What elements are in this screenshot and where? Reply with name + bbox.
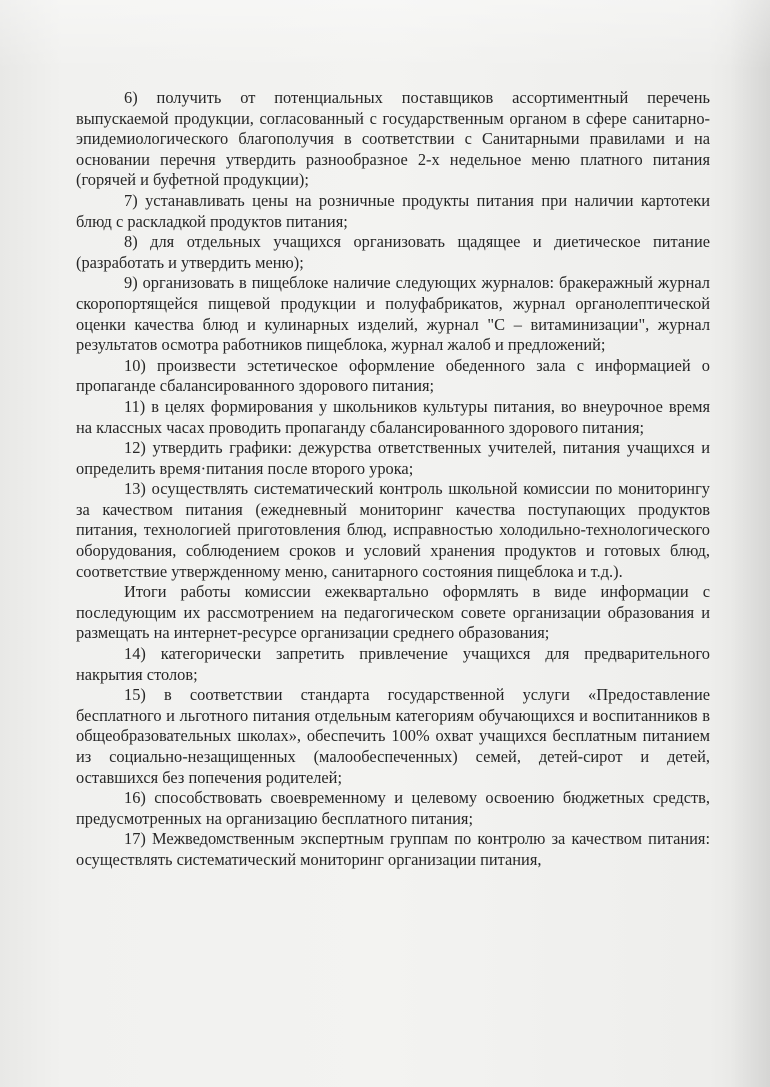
paragraph-item-6: 6) получить от потенциальных поставщиков ассортиментный перечень выпускаемой продукции, согласованный с государственным органом в сфере санитарно-эпидемиологического благополучия в соответствии с Санитарными правилами и на основании перечня утвердить разнообразное 2-х недельное меню платного питания (горячей и буфетной продукции); bbox=[76, 88, 710, 190]
paragraph-item-12: 12) утвердить графики: дежурства ответственных учителей, питания учащихся и определить время·питания после второго урока; bbox=[76, 438, 710, 478]
document-body bbox=[76, 88, 710, 871]
paragraph-item-15: 15) в соответствии стандарта государственной услуги «Предоставление бесплатного и льготного питания отдельным категориям обучающихся и воспитанников в общеобразовательных школах», обеспечить 100% охват учащихся бесплатным питанием из социально-незащищенных (малообеспеченных) семей, детей-сирот и детей, оставшихся без попечения родителей; bbox=[76, 685, 710, 787]
paragraph-item-10: 10) произвести эстетическое оформление обеденного зала с информацией о пропаганде сбалансированного здорового питания; bbox=[76, 355, 710, 396]
paragraph-item-9: 9) организовать в пищеблоке наличие следующих журналов: бракеражный журнал скоропортящейся пищевой продукции и полуфабрикатов, журнал органолептической оценки качества блюд и кулинарных изделий, журнал "С – витаминизации", журнал результатов осмотра работников пищеблока, журнал жалоб и предложений; bbox=[76, 273, 710, 355]
paragraph-item-17: 17) Межведомственным экспертным группам по контролю за качеством питания: осуществлять систематический мониторинг организации питания, bbox=[76, 829, 710, 869]
paragraph-item-11: 11) в целях формирования у школьников культуры питания, во внеурочное время на классных часах проводить пропаганду сбалансированного здорового питания; bbox=[76, 396, 710, 437]
paragraph-item-13: 13) осуществлять систематический контроль школьной комиссии по мониторингу за качеством питания (ежедневный мониторинг качества поступающих продуктов питания, технологией приготовления блюд, исправностью холодильно-технологического оборудования, соблюдением сроков и условий хранения продуктов и готовых блюд, соответствие утвержденному меню, санитарного состояния пищеблока и т.д.). bbox=[76, 479, 710, 581]
paragraph-item-7: 7) устанавливать цены на розничные продукты питания при наличии картотеки блюд с раскладкой продуктов питания; bbox=[76, 190, 710, 231]
paragraph-commission-results: Итоги работы комиссии ежеквартально оформлять в виде информации с последующим их рассмотрением на педагогическом совете организации образования и размещать на интернет-ресурсе организации среднего образования; bbox=[76, 582, 710, 643]
paragraph-item-8: 8) для отдельных учащихся организовать щадящее и диетическое питание (разработать и утвердить меню); bbox=[76, 232, 710, 272]
paragraph-item-14: 14) категорически запретить привлечение учащихся для предварительного накрытия столов; bbox=[76, 644, 710, 684]
paragraph-item-16: 16) способствовать своевременному и целевому освоению бюджетных средств, предусмотренных на организацию бесплатного питания; bbox=[76, 788, 710, 828]
